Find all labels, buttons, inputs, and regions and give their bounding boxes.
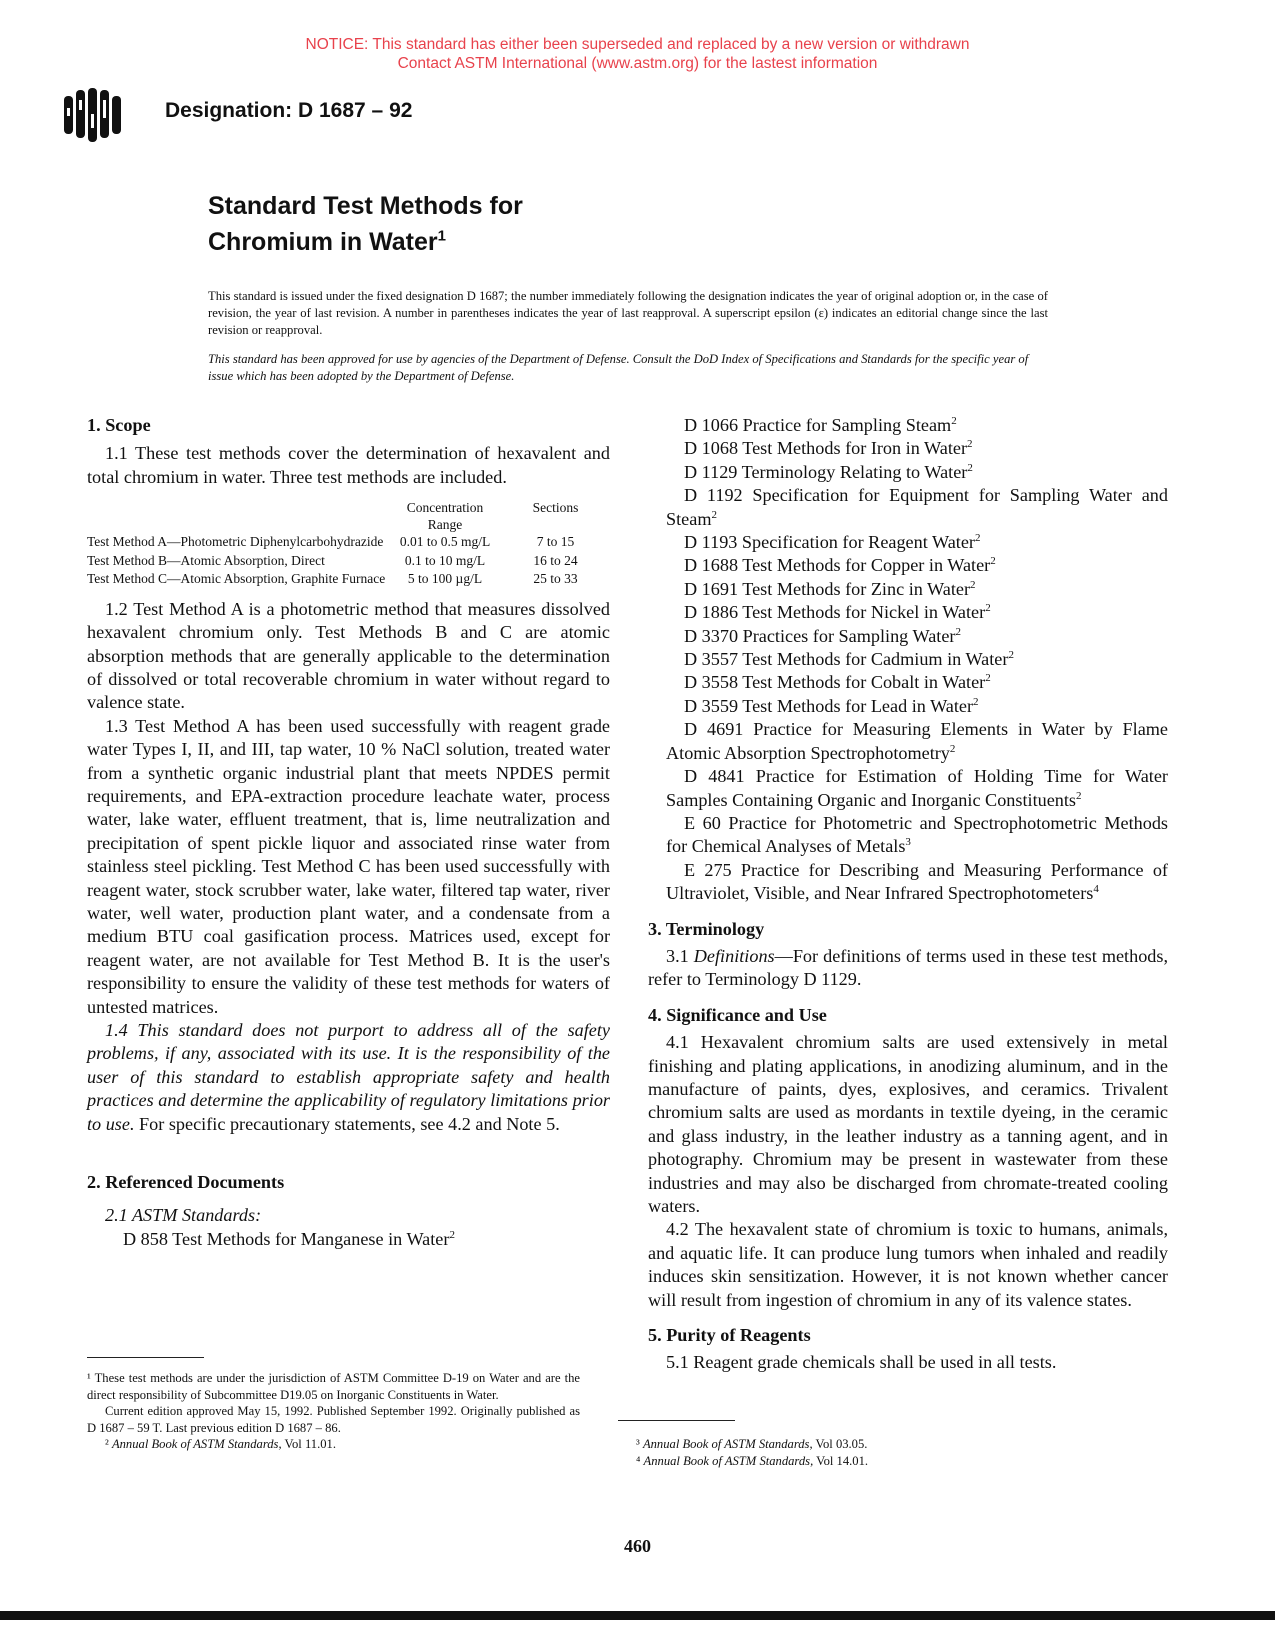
astm-standards-subheading: 2.1 ASTM Standards: — [105, 1205, 262, 1226]
page-title — [208, 188, 523, 260]
title-line-1: Standard Test Methods for — [208, 192, 523, 220]
section-heading-purity: 5. Purity of Reagents — [648, 1325, 811, 1346]
cell-sections: 16 to 24 — [533, 552, 578, 568]
section-heading-terminology: 3. Terminology — [648, 918, 765, 939]
ref-item: D 4841 Practice for Estimation of Holding Time for Water Samples Containing Organic and Inorganic Constituents$^2$ — [666, 766, 1168, 810]
ref-item: D 3559 Test Methods for Lead in Water$^2$ — [684, 695, 979, 716]
footnote-rule-left — [87, 1357, 204, 1358]
para-5-1: 5.1 Reagent grade chemicals shall be used in all tests. — [666, 1352, 1057, 1373]
table-row — [87, 571, 610, 590]
ref-item: D 1886 Test Methods for Nickel in Water$^2$ — [684, 602, 991, 623]
title-line-2: Chromium in Water — [208, 228, 438, 256]
ref-item: D 3557 Test Methods for Cadmium in Water$^2$ — [684, 649, 1014, 670]
ref-item: D 1066 Practice for Sampling Steam$^2$ — [684, 414, 957, 435]
para-1-4-italic: 1.4 This standard does not purport to address all of the safety problems, if any, associated with its use. It is the responsibility of the user of this standard to establish appropriate safety and health practices and determine the applicability of regulatory limitations prior to use. — [87, 1020, 610, 1134]
cell-sections: 25 to 33 — [533, 571, 578, 587]
cell-range: 5 to 100 µg/L — [407, 571, 483, 587]
para-4-2: 4.2 The hexavalent state of chromium is toxic to humans, animals, and aquatic life. It can produce lung tumors when inhaled and readily induces skin sensitization. However, it is not known whether cancer will result from ingestion of chromium in any of its valence states. — [648, 1219, 1168, 1310]
ref-item: D 3558 Test Methods for Cobalt in Water$^2$ — [684, 672, 991, 693]
table-row — [87, 534, 610, 553]
notice-line-1: NOTICE: This standard has either been superseded and replaced by a new version or withdrawn — [305, 36, 970, 53]
footnotes-left — [87, 1370, 580, 1453]
ref-item: E 60 Practice for Photometric and Spectrophotometric Methods for Chemical Analyses of Metals$^3$ — [666, 812, 1168, 857]
ref-item: D 858 Test Methods for Manganese in Water$^2$ — [123, 1228, 455, 1249]
para-3-1: 3.1 Definitions—For definitions of terms used in these test methods, refer to Terminology D 1129. — [648, 945, 1169, 990]
ref-item: D 3370 Practices for Sampling Water$^2$ — [684, 625, 961, 646]
right-column — [648, 414, 1168, 1375]
logo-text: ASTM — [62, 86, 65, 87]
ref-item: D 1068 Test Methods for Iron in Water$^2$ — [684, 438, 973, 459]
ref-item: D 1129 Terminology Relating to Water$^2$ — [684, 461, 973, 482]
ref-item: D 1691 Test Methods for Zinc in Water$^2$ — [684, 578, 976, 599]
ref-item: D 4691 Practice for Measuring Elements in Water by Flame Atomic Absorption Spectrophotometry$^2$ — [666, 719, 1168, 763]
section-heading-significance: 4. Significance and Use — [648, 1004, 827, 1025]
cell-method: Test Method B—Atomic Absorption, Direct — [87, 552, 325, 568]
para-1-2: 1.2 Test Method A is a photometric method that measures dissolved hexavalent chromium only. Test Methods B and C are atomic absorption methods that are generally applicable to the determination of dissolved or total recoverable chromium in water without regard to valence state. — [87, 598, 610, 713]
col-header-sections: Sections — [532, 500, 579, 516]
cell-method: Test Method A—Photometric Diphenylcarbohydrazide — [87, 534, 384, 550]
footnote-1b: Current edition approved May 15, 1992. Published September 1992. Originally published as D 1687 – 59 T. Last previous edition D 1687 – 86. — [87, 1404, 580, 1435]
footnotes-right — [636, 1436, 1156, 1469]
para-1-1: 1.1 These test methods cover the determination of hexavalent and total chromium in water. Three test methods are included. — [87, 443, 610, 487]
para-1-4 — [87, 1019, 610, 1136]
ref-item: D 1193 Specification for Reagent Water$^2$ — [684, 531, 981, 553]
footnote-rule-right — [618, 1420, 735, 1421]
title-footnote-mark: 1 — [437, 227, 446, 245]
cell-method: Test Method C—Atomic Absorption, Graphite Furnace — [87, 571, 386, 587]
ref-item: E 275 Practice for Describing and Measuring Performance of Ultraviolet, Visible, and Near Infrared Spectrophotometers$^4$ — [666, 859, 1168, 904]
astm-logo — [62, 86, 148, 144]
designation: Designation: D 1687 – 92 — [165, 99, 413, 122]
para-4-1: 4.1 Hexavalent chromium salts are used extensively in metal finishing and plating applications, in anodizing aluminum, and in the manufacture of paints, dyes, explosives, and ceramics. Trivalent chromium salts are used as mordants in textile dyeing, in the ceramic and glass industry, in the leather industry as a tanning agent, and in photography. Chromium may be present in wastewater from these industries and may also be discharged from chromate-treated cooling waters. — [648, 1032, 1168, 1216]
bottom-border — [0, 1611, 1275, 1620]
cell-range: 0.1 to 10 mg/L — [404, 552, 486, 568]
section-heading-scope: 1. Scope — [87, 415, 151, 435]
footnote-3: ³ Annual Book of ASTM Standards, Vol 03.05. — [636, 1437, 868, 1451]
col-header-range: Concentration Range — [406, 500, 484, 532]
dod-note: This standard has been approved for use by agencies of the Department of Defense. Consult the DoD Index of Specifications and Standards for the specific year of issue which has been adopted by the Department of Defense. — [208, 352, 1029, 383]
cell-sections: 7 to 15 — [536, 534, 575, 550]
footnote-2: ² Annual Book of ASTM Standards, Vol 11.01. — [105, 1437, 336, 1451]
footnote-4: ⁴ Annual Book of ASTM Standards, Vol 14.01. — [636, 1453, 869, 1468]
issue-note: This standard is issued under the fixed designation D 1687; the number immediately following the designation indicates the year of original adoption or, in the case of revision, the year of last revision. A number in parentheses indicates the year of last reapproval. A superscript epsilon (ε) indicates an editorial change since the last revision or reapproval. — [208, 289, 1048, 337]
para-1-3: 1.3 Test Method A has been used successfully with reagent grade water Types I, II, and III, tap water, 10 % NaCl solution, treated water from a synthetic organic industrial plant that meets NPDES permit requirements, and EPA-extraction procedure leachate water, process water, lake water, effluent treatment, that is, lime neutralization and precipitation of spent pickle liquor and associated rinse water from stainless steel pickling. Test Method C has been used successfully with reagent water, stock scrubber water, lake water, filtered tap water, river water, well water, production plant water, and a condensate from a medium BTU coal gasification process. Matrices used, except for reagent water, are not available for Test Method B. It is the user's responsibility to ensure the validity of these test methods for waters of untested matrices. — [87, 715, 610, 1017]
methods-table — [87, 499, 610, 590]
table-row — [87, 553, 610, 572]
ref-item: D 1192 Specification for Equipment for Sampling Water and Steam$^2$ — [666, 485, 1168, 529]
left-column — [87, 414, 610, 1251]
page-number: 460 — [624, 1536, 651, 1556]
notice-banner — [0, 35, 1275, 73]
footnote-1: ¹ These test methods are under the jurisdiction of ASTM Committee D-19 on Water and are the direct responsibility of Subcommittee D19.05 on Inorganic Constituents in Water. — [87, 1371, 580, 1402]
section-heading-referenced: 2. Referenced Documents — [87, 1172, 285, 1193]
definitions-italic: Definitions — [693, 945, 775, 966]
ref-item: D 1688 Test Methods for Copper in Water$^2$ — [684, 555, 996, 576]
cell-range: 0.01 to 0.5 mg/L — [399, 534, 491, 550]
para-1-4-rest: For specific precautionary statements, see 4.2 and Note 5. — [134, 1113, 560, 1134]
notice-line-2: Contact ASTM International (www.astm.org) for the lastest information — [397, 55, 878, 72]
